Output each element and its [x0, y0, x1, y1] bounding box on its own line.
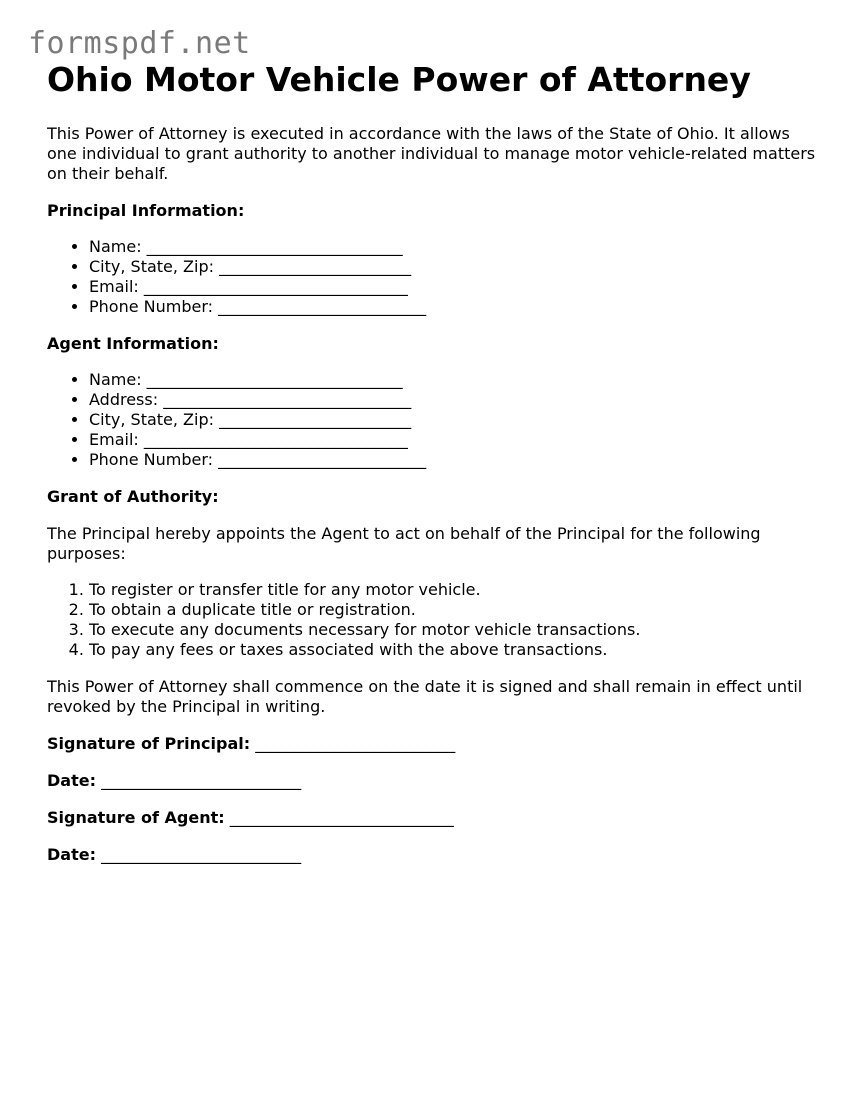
agent-signature-label: Signature of Agent:: [47, 808, 225, 827]
agent-phone-field[interactable]: • Phone Number: __________________________: [89, 450, 817, 470]
principal-name-field[interactable]: • Name: ________________________________: [89, 237, 817, 257]
document-page: [47, 56, 817, 865]
agent-signature-line[interactable]: ____________________________: [229, 808, 454, 827]
agent-fields-list: [47, 370, 817, 470]
agent-date-label: Date:: [47, 845, 96, 864]
principal-fields-list: [47, 237, 817, 317]
intro-paragraph: This Power of Attorney is executed in accordance with the laws of the State of Ohio. It allows one individual to grant authority to another individual to manage motor vehicle-related matters on their behalf.: [47, 124, 816, 183]
agent-heading: Agent Information:: [47, 334, 219, 353]
purpose-item: 4. To pay any fees or taxes associated with the above transactions.: [89, 640, 817, 660]
principal-date-label: Date:: [47, 771, 96, 790]
duration-paragraph: This Power of Attorney shall commence on the date it is signed and shall remain in effect until revoked by the Principal in writing.: [47, 677, 803, 716]
agent-city-state-zip-field[interactable]: • City, State, Zip: ________________________: [89, 410, 817, 430]
purpose-item: 1. To register or transfer title for any motor vehicle.: [89, 580, 817, 600]
principal-signature-label: Signature of Principal:: [47, 734, 251, 753]
purpose-item: 3. To execute any documents necessary for motor vehicle transactions.: [89, 620, 817, 640]
document-title: Ohio Motor Vehicle Power of Attorney: [47, 60, 751, 99]
principal-signature-row[interactable]: [47, 734, 817, 754]
principal-phone-field[interactable]: • Phone Number: __________________________: [89, 297, 817, 317]
principal-date-row[interactable]: [47, 771, 817, 791]
principal-city-state-zip-field[interactable]: • City, State, Zip: ________________________: [89, 257, 817, 277]
agent-date-row[interactable]: [47, 845, 817, 865]
purposes-list: [47, 580, 817, 660]
site-watermark: formspdf.net: [28, 26, 251, 61]
purpose-item: 2. To obtain a duplicate title or registration.: [89, 600, 817, 620]
principal-signature-line[interactable]: _________________________: [255, 734, 456, 753]
agent-address-field[interactable]: • Address: _______________________________: [89, 390, 817, 410]
grant-statement: The Principal hereby appoints the Agent to act on behalf of the Principal for the following purposes:: [47, 524, 761, 563]
agent-email-field[interactable]: • Email: _________________________________: [89, 430, 817, 450]
agent-signature-row[interactable]: [47, 808, 817, 828]
agent-name-field[interactable]: • Name: ________________________________: [89, 370, 817, 390]
principal-heading: Principal Information:: [47, 201, 245, 220]
principal-email-field[interactable]: • Email: _________________________________: [89, 277, 817, 297]
principal-date-line[interactable]: _________________________: [101, 771, 302, 790]
grant-heading: Grant of Authority:: [47, 487, 219, 506]
agent-date-line[interactable]: _________________________: [101, 845, 302, 864]
